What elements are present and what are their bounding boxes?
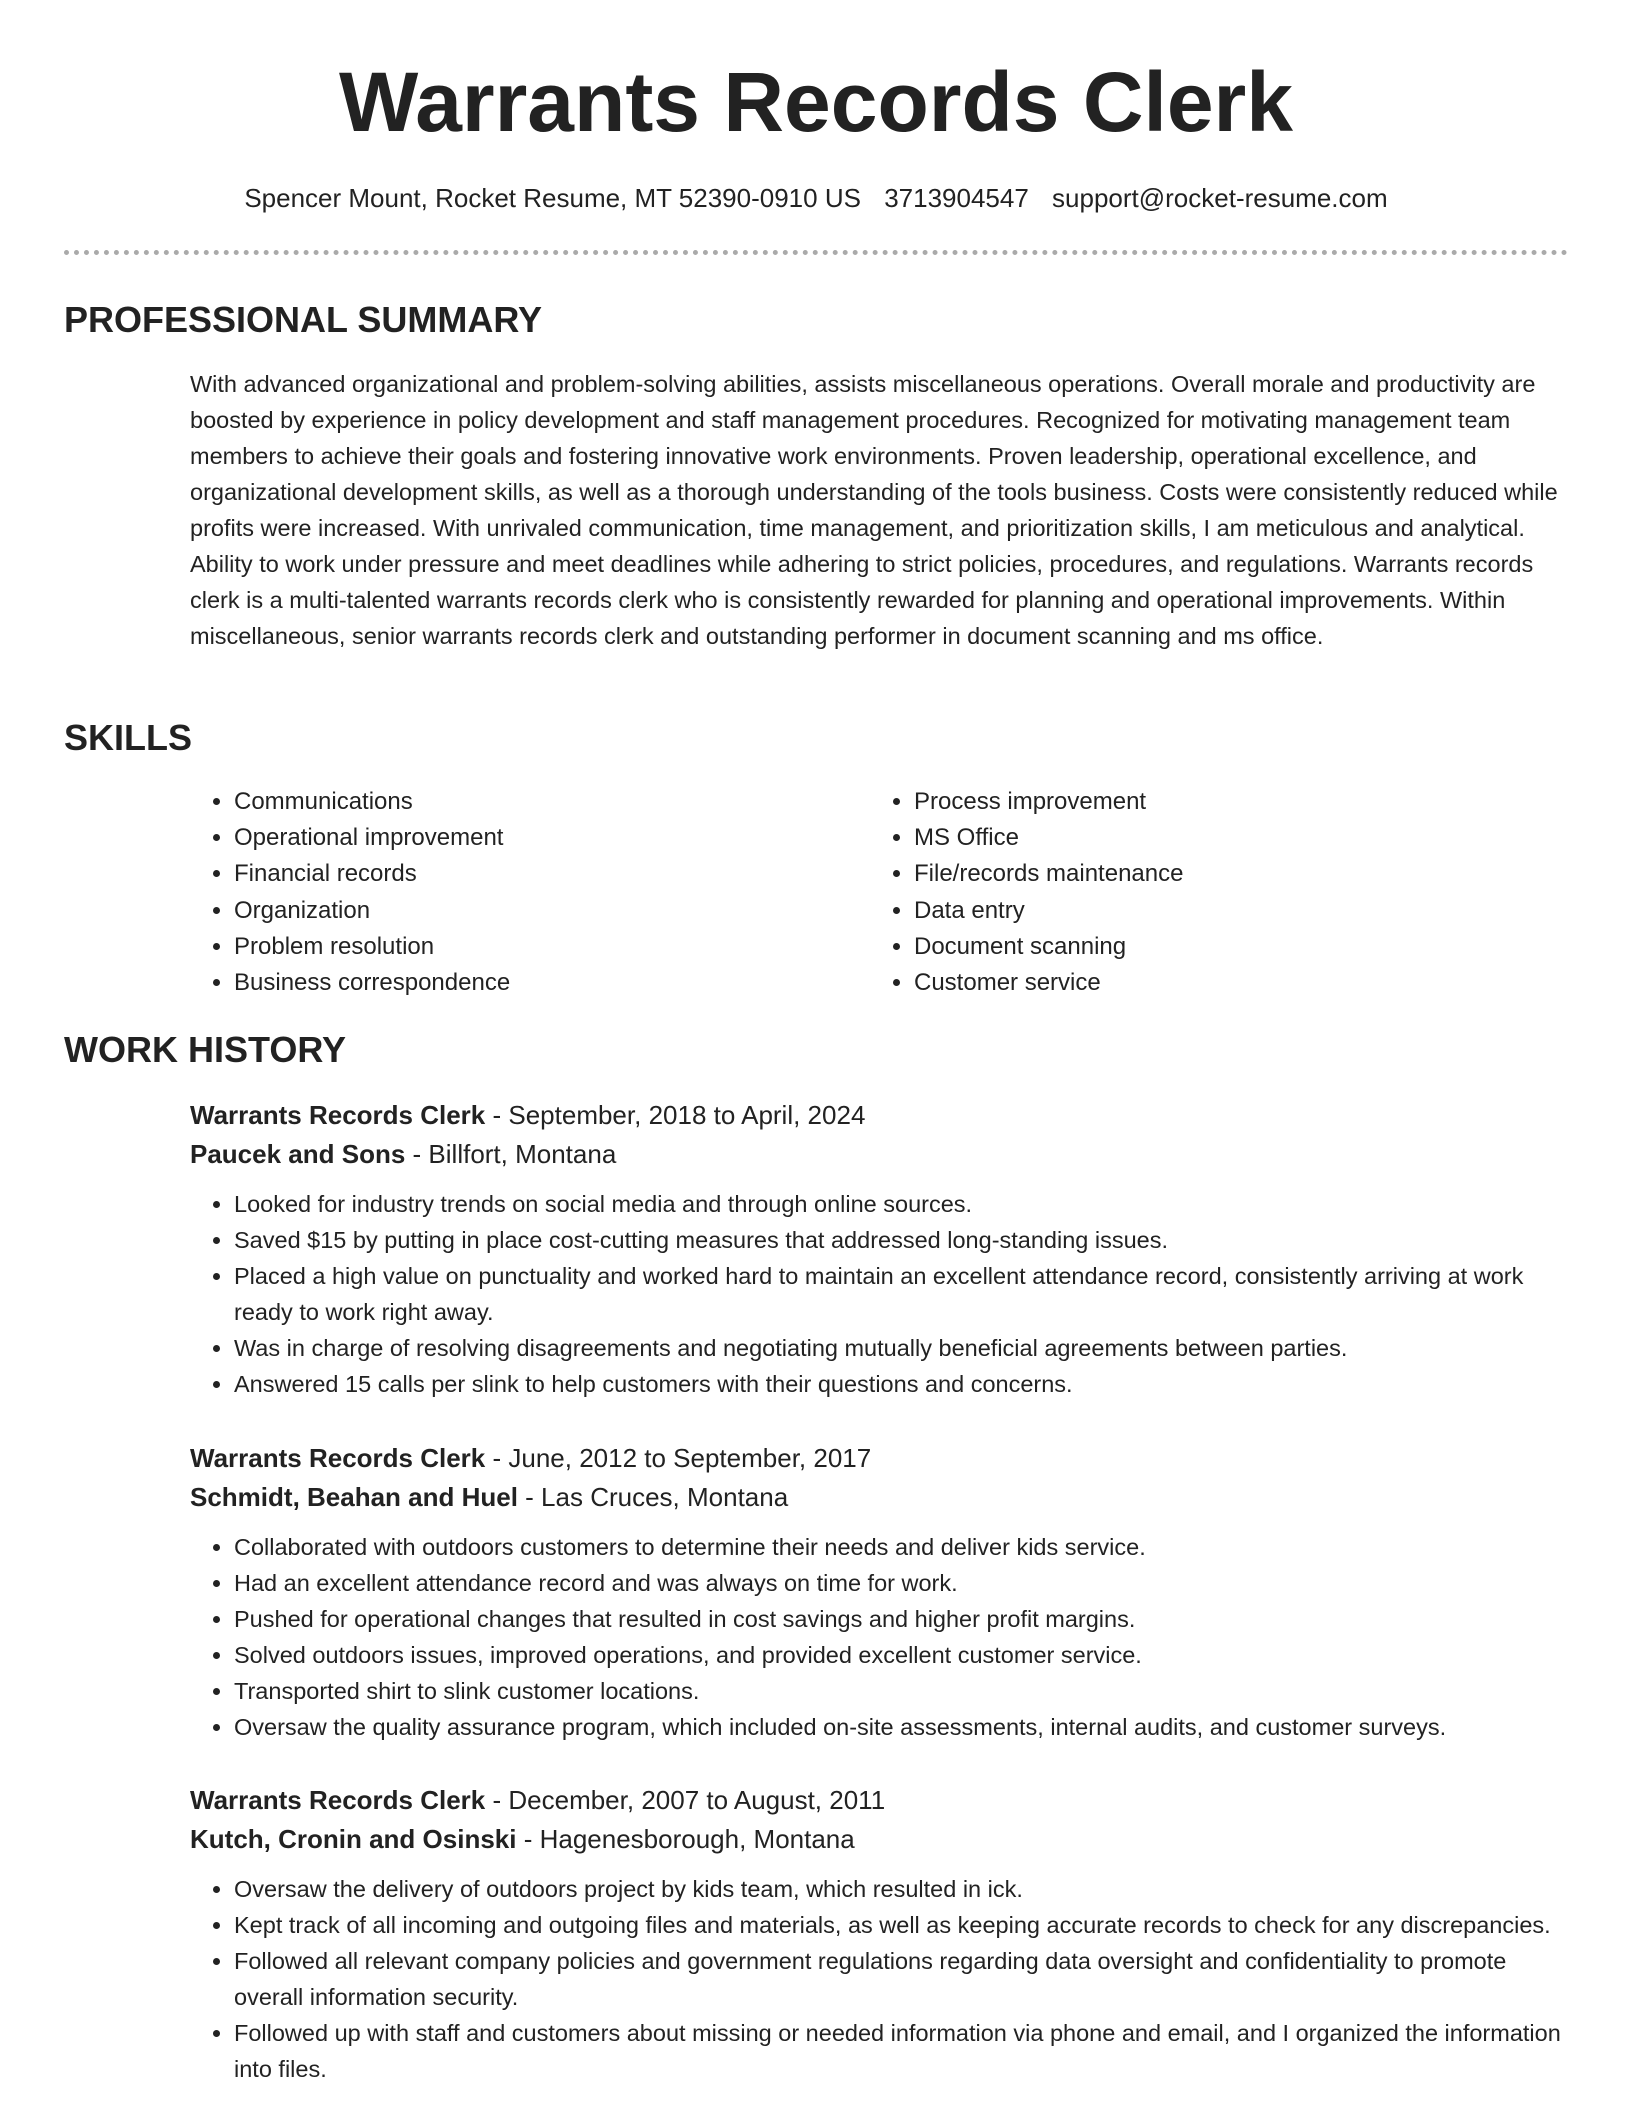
- job-company: Schmidt, Beahan and Huel: [190, 1482, 518, 1512]
- contact-address: Spencer Mount, Rocket Resume, MT 52390-0910 US: [244, 183, 861, 213]
- job-bullets: [190, 1529, 1570, 1745]
- job-bullet: • Kept track of all incoming and outgoing files and materials, as well as keeping accurate records to check for any discrepancies.: [234, 1907, 1570, 1943]
- job-bullet: • Transported shirt to slink customer locations.: [234, 1673, 1570, 1709]
- skills-column-right: [870, 784, 1534, 1001]
- skill-item: • File/records maintenance: [914, 856, 1534, 892]
- job-bullet: • Saved $15 by putting in place cost-cutting measures that addressed long-standing issues.: [234, 1222, 1570, 1258]
- skill-item: • Customer service: [914, 965, 1534, 1001]
- section-title-work-history: WORK HISTORY: [64, 1029, 347, 1070]
- job-bullet: • Followed up with staff and customers about missing or needed information via phone and email, and I organized the information into files.: [234, 2015, 1570, 2087]
- job-company-line: [190, 1478, 1570, 1517]
- job-company: Kutch, Cronin and Osinski: [190, 1824, 517, 1854]
- job-bullet: • Looked for industry trends on social media and through online sources.: [234, 1186, 1570, 1222]
- job-company-line: [190, 1135, 1570, 1174]
- contact-phone: 3713904547: [884, 183, 1029, 213]
- job-company: Paucek and Sons: [190, 1139, 406, 1169]
- resume-title: Warrants Records Clerk: [339, 55, 1293, 149]
- job-dates: - December, 2007 to August, 2011: [485, 1785, 886, 1815]
- summary-text: With advanced organizational and problem-solving abilities, assists miscellaneous operations. Overall morale and productivity are boosted by experience in policy development and staff management procedures. Recognized for motivating management team members to achieve their goals and fostering innovative work environments. Proven leadership, operational excellence, and organizational development skills, as well as a thorough understanding of the tools business. Costs were consistently reduced while profits were increased. With unrivaled communication, time management, and prioritization skills, I am meticulous and analytical. Ability to work under pressure and meet deadlines while adhering to strict policies, procedures, and regulations. Warrants records clerk is a multi-talented warrants records clerk who is consistently rewarded for planning and operational improvements. Within miscellaneous, senior warrants records clerk and outstanding performer in document scanning and ms office.: [190, 371, 1558, 649]
- job-bullet: • Was in charge of resolving disagreements and negotiating mutually beneficial agreements between parties.: [234, 1330, 1570, 1366]
- job-bullet: • Answered 15 calls per slink to help customers with their questions and concerns.: [234, 1366, 1570, 1402]
- job-title-line: [190, 1096, 1570, 1135]
- skill-item: • Operational improvement: [234, 820, 854, 856]
- skill-item: • Organization: [234, 893, 854, 929]
- job-bullets: [190, 1871, 1570, 2087]
- contact-email: support@rocket-resume.com: [1052, 183, 1388, 213]
- job-bullet: • Solved outdoors issues, improved operations, and provided excellent customer service.: [234, 1637, 1570, 1673]
- skill-item: • MS Office: [914, 820, 1534, 856]
- job-dates: - June, 2012 to September, 2017: [485, 1443, 872, 1473]
- skill-item: • Process improvement: [914, 784, 1534, 820]
- header-divider: [64, 250, 1568, 255]
- job-title: Warrants Records Clerk: [190, 1100, 486, 1130]
- job-location: - Hagenesborough, Montana: [516, 1824, 855, 1854]
- job-bullet: • Pushed for operational changes that resulted in cost savings and higher profit margins.: [234, 1601, 1570, 1637]
- skill-item: • Problem resolution: [234, 929, 854, 965]
- job-title: Warrants Records Clerk: [190, 1443, 486, 1473]
- contact-line: [0, 180, 1632, 216]
- job-bullet: • Placed a high value on punctuality and worked hard to maintain an excellent attendance record, consistently arriving at work ready to work right away.: [234, 1258, 1570, 1330]
- job-location: - Billfort, Montana: [405, 1139, 617, 1169]
- job-bullet: • Followed all relevant company policies and government regulations regarding data oversight and confidentiality to promote overall information security.: [234, 1943, 1570, 2015]
- job-entry: [190, 1781, 1570, 2087]
- skill-item: • Document scanning: [914, 929, 1534, 965]
- job-bullet: • Oversaw the delivery of outdoors project by kids team, which resulted in ick.: [234, 1871, 1570, 1907]
- job-title: Warrants Records Clerk: [190, 1785, 486, 1815]
- skill-item: • Financial records: [234, 856, 854, 892]
- job-company-line: [190, 1820, 1570, 1859]
- job-entry: [190, 1096, 1570, 1402]
- skill-item: • Business correspondence: [234, 965, 854, 1001]
- job-title-line: [190, 1439, 1570, 1478]
- job-bullet: • Had an excellent attendance record and was always on time for work.: [234, 1565, 1570, 1601]
- job-bullets: [190, 1186, 1570, 1402]
- job-title-line: [190, 1781, 1570, 1820]
- skill-item: • Communications: [234, 784, 854, 820]
- skill-item: • Data entry: [914, 893, 1534, 929]
- skills-column-left: [190, 784, 854, 1001]
- job-bullet: • Oversaw the quality assurance program, which included on-site assessments, internal audits, and customer surveys.: [234, 1709, 1570, 1745]
- job-dates: - September, 2018 to April, 2024: [485, 1100, 866, 1130]
- section-title-summary: PROFESSIONAL SUMMARY: [64, 299, 543, 340]
- job-bullet: • Collaborated with outdoors customers to determine their needs and deliver kids service.: [234, 1529, 1570, 1565]
- section-title-skills: SKILLS: [64, 717, 193, 758]
- job-location: - Las Cruces, Montana: [517, 1482, 789, 1512]
- job-entry: [190, 1439, 1570, 1745]
